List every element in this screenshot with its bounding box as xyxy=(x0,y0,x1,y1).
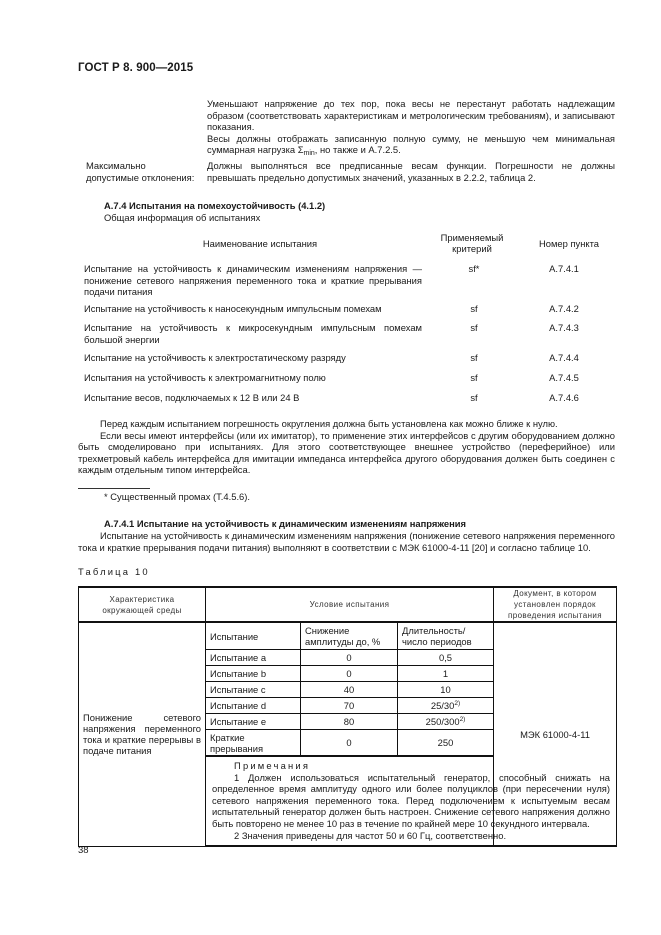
duration-cell xyxy=(398,714,494,730)
page-number: 38 xyxy=(78,845,89,856)
sigma-subscript: min xyxy=(303,150,315,158)
intro-paragraph-2-text: Весы должны отображать записанную полную сумму, не меньшую чем минимальная суммарная нагрузка Σ xyxy=(207,132,615,156)
table-caption: Таблица 10 xyxy=(78,566,150,577)
notes-title: Примечания xyxy=(234,760,311,771)
footnote: * Существенный промах (Т.4.5.6). xyxy=(104,491,250,502)
duration-cell xyxy=(398,698,494,714)
duration-value: 10 xyxy=(440,684,451,695)
test-criterion: sf* xyxy=(468,263,480,274)
body-text-a74 xyxy=(78,418,615,476)
test-name: Испытание на устойчивость к наносекундным импульсным помехам xyxy=(84,303,382,314)
test-clause: А.7.4.1 xyxy=(549,263,579,274)
col-header-criterion: Применяемый критерий xyxy=(440,232,504,254)
duration-cell xyxy=(398,650,494,666)
section-subtitle-a74: Общая информация об испытаниях xyxy=(104,212,261,223)
test-clause: А.7.4.5 xyxy=(549,372,579,383)
env-cell: Понижение сетевого напряжения переменного тока и краткие перерывы в подаче питания xyxy=(79,622,206,846)
notes-cell xyxy=(206,756,617,846)
footnote-divider xyxy=(78,488,150,489)
test-criterion: sf xyxy=(470,372,478,383)
test-name: Испытание на устойчивость к динамическим изменениям напряжения — понижение сетевого напряжения переменного тока и краткие прерывания подачи питания xyxy=(84,263,422,298)
test-criterion: sf xyxy=(470,322,478,333)
note-1: 1 Должен использоваться испытательный генератор, способный снижать на определенное время амплитуду одного или более полуциклов (при пересечении нуля) сетевого напряжения переменного тока. Перед подключением к испытуемым весам испытательный генератор должен быть настроен. Снижение сетевого напряжения должно быть повторено не менее 10 раз в течение по крайней мере 10 секундного интервала. xyxy=(212,771,611,829)
test-name: Испытание весов, подключаемых к 12 В или 24 В xyxy=(84,392,300,403)
reduction-cell: 70 xyxy=(301,698,398,714)
section-title-a741: А.7.4.1 Испытание на устойчивость к динамическим изменениям напряжения xyxy=(104,518,466,529)
section-text-a741: Испытание на устойчивость к динамическим изменениям напряжения (понижение сетевого напряжения переменного тока и краткие прерывания подачи питания) выполняют в соответствии с МЭК 61000-4-11 [20] и согласно таблице 10. xyxy=(78,530,615,553)
duration-value: 250/300 xyxy=(425,716,460,727)
table-10 xyxy=(78,586,617,847)
reduction-cell: 0 xyxy=(301,730,398,757)
reduction-cell: 0 xyxy=(301,650,398,666)
duration-value: 0,5 xyxy=(438,652,453,663)
test-clause: А.7.4.6 xyxy=(549,392,579,403)
max-deviation-text: Должны выполняться все предписанные весам функции. Погрешности не должны превышать предельно допустимых значений, указанных в 2.2.2, таблица 2. xyxy=(207,160,615,183)
test-cell: Испытание d xyxy=(206,698,301,714)
table-header-row xyxy=(79,587,617,622)
duration-cell xyxy=(398,682,494,698)
subheader-reduction: Снижение амплитуды до, % xyxy=(301,622,398,650)
test-cell: Испытание a xyxy=(206,650,301,666)
test-clause: А.7.4.4 xyxy=(549,352,579,363)
header-condition: Условие испытания xyxy=(206,587,494,622)
rounding-paragraph: Перед каждым испытанием погрешность округления должна быть установлена как можно ближе к нулю. xyxy=(100,418,558,429)
duration-value: 25/30 xyxy=(430,700,455,711)
test-criterion: sf xyxy=(470,352,478,363)
col-header-name: Наименование испытания xyxy=(202,238,318,249)
duration-value: 250 xyxy=(437,737,454,748)
test-name: Испытание на устойчивость к электростатическому разряду xyxy=(84,352,346,363)
footnote-ref: 2) xyxy=(459,716,466,723)
test-cell: Испытание b xyxy=(206,666,301,682)
reduction-cell: 0 xyxy=(301,666,398,682)
table-subheader-row xyxy=(79,622,617,650)
header-env: Характеристика окружающей среды xyxy=(79,587,206,622)
section-title-a74: А.7.4 Испытания на помехоустойчивость (4.1.2) xyxy=(104,200,326,211)
test-name: Испытания на устойчивость к электромагнитному полю xyxy=(84,372,326,383)
duration-cell xyxy=(398,730,494,757)
interfaces-paragraph: Если весы имеют интерфейсы (или их имитатор), то применение этих интерфейсов с другим оборудованием должно быть смоделировано при испытаниях. Для этого соответствующее внешнее устройство (переферийное) или трехметровый кабель интерфейса для имитации импеданса интерфейса другого оборудования должен быть соединен с каждым отдельным типом интерфейса. xyxy=(78,429,615,476)
document-header: ГОСТ Р 8. 900—2015 xyxy=(78,62,194,74)
header-document: Документ, в котором установлен порядок проведения испытания xyxy=(494,587,617,622)
intro-paragraph-2 xyxy=(207,133,615,156)
test-cell: Краткие прерывания xyxy=(206,730,301,757)
max-deviation-label: Максимально допустимые отклонения: xyxy=(86,160,195,183)
test-criterion: sf xyxy=(470,303,478,314)
intro-paragraph-2-tail: , но также и А.7.2.5. xyxy=(314,144,401,156)
test-criterion: sf xyxy=(470,392,478,403)
duration-value: 1 xyxy=(442,668,449,679)
test-clause: А.7.4.2 xyxy=(549,303,579,314)
duration-cell xyxy=(398,666,494,682)
intro-paragraph-1: Уменьшают напряжение до тех пор, пока весы не перестанут работать надлежащим образом (соответствовать характеристикам и метрологическим требованиям), и записывают показания. xyxy=(207,98,615,133)
test-name: Испытание на устойчивость к микросекундным импульсным помехам большой энергии xyxy=(84,322,422,345)
col-header-clause: Номер пункта xyxy=(538,238,599,249)
test-cell: Испытание c xyxy=(206,682,301,698)
reduction-cell: 80 xyxy=(301,714,398,730)
footnote-ref: 2) xyxy=(454,700,461,707)
intro-block xyxy=(207,98,615,156)
test-clause: А.7.4.3 xyxy=(549,322,579,333)
document-cell: МЭК 61000-4-11 xyxy=(494,622,617,846)
note-2: 2 Значения приведены для частот 50 и 60 Гц, соответственно. xyxy=(234,829,507,841)
subheader-duration: Длительность/ число периодов xyxy=(398,622,494,650)
subheader-test: Испытание xyxy=(206,622,301,650)
reduction-cell: 40 xyxy=(301,682,398,698)
test-cell: Испытание e xyxy=(206,714,301,730)
